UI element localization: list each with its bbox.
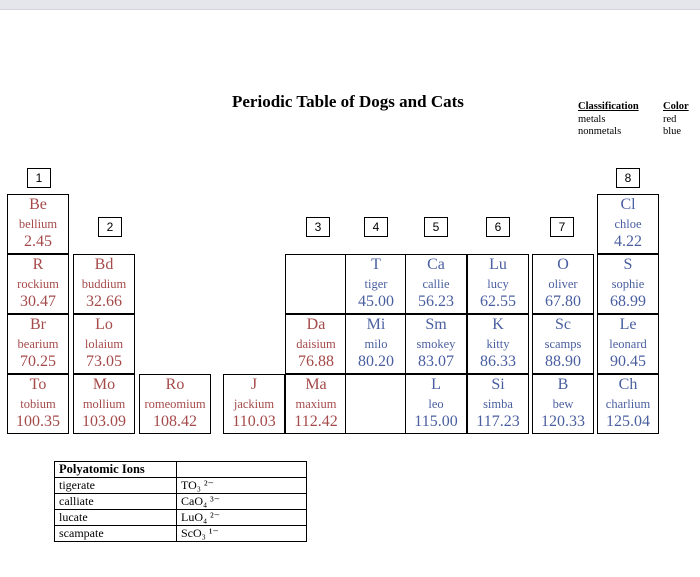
element-name: mollium <box>82 397 126 411</box>
legend-color-header: Color <box>663 101 689 112</box>
element-ro <box>139 374 211 434</box>
element-name: bellium <box>18 217 58 231</box>
ion-formula: TO₃ ²⁻ <box>177 478 307 494</box>
element-t <box>345 254 407 314</box>
legend-classification-header: Classification <box>578 101 639 112</box>
group-6-label: 6 <box>486 217 510 237</box>
element-mi <box>345 314 407 374</box>
element-name: callie <box>422 277 450 291</box>
element-symbol: Ca <box>427 256 445 273</box>
ion-name: lucate <box>55 510 177 526</box>
element-weight: 73.05 <box>86 353 122 370</box>
element-symbol: K <box>492 316 504 333</box>
element-name: kitty <box>486 337 510 351</box>
element-si <box>467 374 529 434</box>
element-weight: 112.42 <box>294 413 338 430</box>
element-symbol: L <box>431 376 441 393</box>
element-name: buddium <box>81 277 127 291</box>
element-ca <box>405 254 467 314</box>
element-weight: 56.23 <box>418 293 454 310</box>
element-weight: 90.45 <box>610 353 646 370</box>
element-br <box>7 314 69 374</box>
element-weight: 117.23 <box>476 413 520 430</box>
element-s <box>597 254 659 314</box>
element-weight: 115.00 <box>414 413 458 430</box>
ion-name: calliate <box>55 494 177 510</box>
element-symbol: Si <box>491 376 505 393</box>
element-name: rockium <box>17 277 59 291</box>
element-ma <box>285 374 347 434</box>
element-weight: 125.04 <box>606 413 650 430</box>
element-symbol: Ma <box>305 376 327 393</box>
table-row <box>55 526 307 542</box>
element-symbol: S <box>623 256 633 273</box>
element-name: simba <box>483 397 513 411</box>
element-da <box>285 314 347 374</box>
element-weight: 30.47 <box>20 293 56 310</box>
element-name: romeomium <box>144 397 206 411</box>
legend-color <box>663 101 689 139</box>
element-symbol: Le <box>619 316 637 333</box>
element-name: tiger <box>364 277 388 291</box>
ion-name: tigerate <box>55 478 177 494</box>
element-lu <box>467 254 529 314</box>
empty-cell <box>285 254 347 314</box>
element-symbol: Cl <box>620 196 636 213</box>
element-name: maxium <box>295 397 337 411</box>
group-1-label: 1 <box>27 168 51 188</box>
element-sc <box>532 314 594 374</box>
group-4-label: 4 <box>364 217 388 237</box>
element-weight: 45.00 <box>358 293 394 310</box>
element-weight: 86.33 <box>480 353 516 370</box>
table-header: Polyatomic Ions <box>55 462 177 478</box>
element-l <box>405 374 467 434</box>
element-symbol: Ch <box>618 376 638 393</box>
table-header-blank <box>177 462 307 478</box>
element-weight: 83.07 <box>418 353 454 370</box>
page-title: Periodic Table of Dogs and Cats <box>232 92 464 111</box>
element-symbol: Bd <box>94 256 114 273</box>
legend-classification <box>578 101 639 139</box>
table-row <box>55 494 307 510</box>
table-row <box>55 478 307 494</box>
element-name: bew <box>552 397 574 411</box>
ion-formula: LuO₄ ²⁻ <box>177 510 307 526</box>
legend-color-red: red <box>663 113 677 125</box>
element-weight: 32.66 <box>86 293 122 310</box>
element-lo <box>73 314 135 374</box>
element-symbol: O <box>557 256 569 273</box>
element-name: leonard <box>609 337 647 351</box>
element-name: daisium <box>296 337 336 351</box>
element-symbol: Sc <box>555 316 571 333</box>
legend-classification-metals: metals <box>578 113 606 125</box>
element-weight: 110.03 <box>232 413 276 430</box>
group-5-label: 5 <box>424 217 448 237</box>
element-name: bearium <box>17 337 59 351</box>
element-weight: 108.42 <box>153 413 197 430</box>
element-b <box>532 374 594 434</box>
ion-formula: CaO₄ ³⁻ <box>177 494 307 510</box>
ion-formula: ScO₃ ¹⁻ <box>177 526 307 542</box>
element-o <box>532 254 594 314</box>
group-8-label: 8 <box>616 168 640 188</box>
element-name: tobium <box>20 397 56 411</box>
element-symbol: Mo <box>92 376 116 393</box>
element-r <box>7 254 69 314</box>
element-ch <box>597 374 659 434</box>
polyatomic-ions-table <box>54 461 307 542</box>
element-name: lucy <box>487 277 509 291</box>
top-bar <box>0 0 700 10</box>
element-mo <box>73 374 135 434</box>
element-symbol: Sm <box>425 316 447 333</box>
empty-cell <box>345 374 407 434</box>
element-symbol: Lo <box>95 316 113 333</box>
element-symbol: T <box>371 256 381 273</box>
element-weight: 80.20 <box>358 353 394 370</box>
legend-classification-nonmetals: nonmetals <box>578 126 622 137</box>
element-symbol: B <box>557 376 569 393</box>
element-be <box>7 194 69 254</box>
element-weight: 2.45 <box>24 233 52 250</box>
element-name: leo <box>428 397 444 411</box>
element-weight: 103.09 <box>82 413 126 430</box>
element-name: jackium <box>233 397 275 411</box>
element-symbol: Lu <box>489 256 507 273</box>
element-symbol: Ro <box>165 376 185 393</box>
element-weight: 88.90 <box>545 353 581 370</box>
element-weight: 120.33 <box>541 413 585 430</box>
element-name: lolaium <box>84 337 124 351</box>
element-symbol: Be <box>29 196 47 213</box>
element-bd <box>73 254 135 314</box>
element-weight: 62.55 <box>480 293 516 310</box>
element-symbol: To <box>29 376 47 393</box>
element-name: chloe <box>614 217 642 231</box>
group-2-label: 2 <box>98 217 122 237</box>
group-3-label: 3 <box>306 217 330 237</box>
element-j <box>223 374 285 434</box>
element-name: oliver <box>548 277 578 291</box>
legend-color-blue: blue <box>663 126 682 137</box>
element-name: milo <box>364 337 388 351</box>
element-name: smokey <box>416 337 456 351</box>
element-symbol: Br <box>30 316 46 333</box>
element-name: scamps <box>544 337 582 351</box>
ion-name: scampate <box>55 526 177 542</box>
element-name: charlium <box>605 397 651 411</box>
table-row <box>55 510 307 526</box>
element-weight: 70.25 <box>20 353 56 370</box>
element-weight: 100.35 <box>16 413 60 430</box>
element-symbol: Da <box>306 316 326 333</box>
group-7-label: 7 <box>550 217 574 237</box>
element-k <box>467 314 529 374</box>
element-symbol: J <box>250 376 258 393</box>
element-sm <box>405 314 467 374</box>
element-weight: 4.22 <box>614 233 642 250</box>
element-le <box>597 314 659 374</box>
element-weight: 68.99 <box>610 293 646 310</box>
element-symbol: Mi <box>366 316 386 333</box>
element-name: sophie <box>611 277 645 291</box>
element-symbol: R <box>32 256 44 273</box>
element-to <box>7 374 69 434</box>
element-weight: 67.80 <box>545 293 581 310</box>
element-weight: 76.88 <box>298 353 334 370</box>
table-header-row <box>55 462 307 478</box>
element-cl <box>597 194 659 254</box>
